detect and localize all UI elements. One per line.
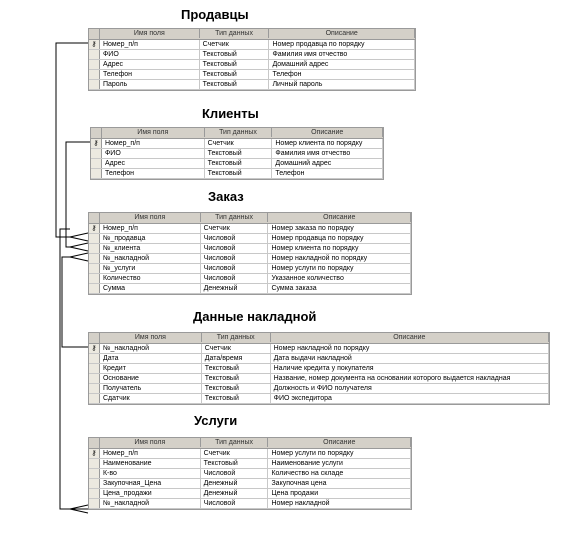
table-row[interactable] [91,169,383,179]
table-row[interactable] [89,479,411,489]
relation-line-zakaz-uslugi [60,229,88,509]
cell-description: Номер услуги по порядку [268,264,411,273]
table-row[interactable] [89,50,415,60]
cell-data-type: Числовой [201,274,269,283]
relation-line-prodavtsy-zakaz [56,43,88,237]
table-row[interactable] [89,499,411,509]
cell-data-type: Текстовый [205,149,273,158]
row-selector-cell [89,50,100,59]
row-selector-cell [89,254,100,263]
table-row[interactable] [89,384,549,394]
cell-field-name: Количество [100,274,201,283]
table-title-prodavtsy: Продавцы [181,7,249,22]
column-header-data-type: Тип данных [202,333,271,342]
table-row[interactable] [89,394,549,404]
table-row[interactable] [89,234,411,244]
row-selector-cell [91,169,102,178]
table-row[interactable] [89,274,411,284]
cell-field-name: Основание [100,374,202,383]
cell-data-type: Текстовый [200,50,270,59]
row-selector-cell [89,384,100,393]
table-row[interactable] [89,284,411,294]
cell-data-type: Счетчик [202,344,271,353]
row-selector-cell [89,70,100,79]
cell-field-name: Закупочная_Цена [100,479,201,488]
cell-field-name: №_накладной [100,254,201,263]
cell-field-name: №_клиента [100,244,201,253]
relation-line-klienty-zakaz [66,142,90,247]
table-row[interactable] [89,224,411,234]
cell-data-type: Числовой [201,499,269,508]
header-selector-cell [91,128,102,138]
table-prodavtsy [88,28,416,91]
column-header-field-name: Имя поля [100,29,200,38]
cell-description: Номер заказа по порядку [268,224,411,233]
table-row[interactable] [91,159,383,169]
table-row[interactable] [89,344,549,354]
row-selector-cell [89,459,100,468]
cell-data-type: Текстовый [205,169,273,178]
column-header-data-type: Тип данных [200,29,270,38]
cell-field-name: Телефон [102,169,205,178]
column-header-description: Описание [271,333,549,342]
cell-data-type: Числовой [201,254,269,263]
column-header-field-name: Имя поля [100,213,201,222]
cell-field-name: Телефон [100,70,200,79]
cell-description: Сумма заказа [268,284,411,293]
table-header [89,213,411,224]
cell-data-type: Текстовый [202,394,271,403]
cell-field-name: Цена_продажи [100,489,201,498]
cell-data-type: Текстовый [200,60,270,69]
cell-description: Номер клиента по порядку [272,139,383,148]
crowfoot-1 [70,233,88,241]
cell-description: Номер накладной по порядку [271,344,549,353]
cell-description: ФИО экспедитора [271,394,549,403]
row-selector-cell [89,479,100,488]
cell-data-type: Денежный [201,489,269,498]
cell-description: Номер услуги по порядку [268,449,411,458]
row-selector-cell [89,264,100,273]
table-row[interactable] [89,264,411,274]
row-selector-cell [89,60,100,69]
primary-key-icon: ⚷ [89,344,100,353]
relation-line-zakaz-nakladnaya [62,257,88,347]
cell-field-name: №_продавца [100,234,201,243]
table-row[interactable] [89,60,415,70]
table-row[interactable] [89,244,411,254]
cell-description: Номер накладной [268,499,411,508]
crowfoot-2 [70,243,88,251]
table-header [89,333,549,344]
row-selector-cell [89,469,100,478]
table-row[interactable] [91,139,383,149]
cell-description: Номер клиента по порядку [268,244,411,253]
header-selector-cell [89,29,100,39]
cell-description: Телефон [269,70,415,79]
cell-data-type: Текстовый [202,384,271,393]
cell-description: Наличие кредита у покупателя [271,364,549,373]
cell-data-type: Числовой [201,264,269,273]
cell-description: Домашний адрес [269,60,415,69]
column-header-data-type: Тип данных [201,213,269,222]
crowfoot-3 [70,253,88,261]
table-row[interactable] [89,354,549,364]
cell-description: Должность и ФИО получателя [271,384,549,393]
row-selector-cell [89,374,100,383]
table-row[interactable] [89,374,549,384]
cell-data-type: Денежный [201,479,269,488]
cell-field-name: ФИО [102,149,205,158]
cell-field-name: №_накладной [100,499,201,508]
table-header [89,29,415,40]
cell-data-type: Числовой [201,469,269,478]
row-selector-cell [89,234,100,243]
cell-description: Фамилия имя отчество [269,50,415,59]
row-selector-cell [89,489,100,498]
cell-description: Цена продажи [268,489,411,498]
cell-data-type: Текстовый [205,159,273,168]
cell-data-type: Текстовый [202,374,271,383]
table-title-klienty: Клиенты [202,106,259,121]
cell-field-name: Кредит [100,364,202,373]
column-header-data-type: Тип данных [201,438,269,447]
row-selector-cell [89,284,100,293]
cell-field-name: Сумма [100,284,201,293]
row-selector-cell [89,499,100,508]
cell-description: Номер накладной по порядку [268,254,411,263]
cell-field-name: Адрес [100,60,200,69]
cell-field-name: Пароль [100,80,200,89]
header-selector-cell [89,438,100,448]
cell-data-type: Текстовый [200,80,270,89]
cell-description: Номер продавца по порядку [268,234,411,243]
column-header-field-name: Имя поля [100,438,201,447]
table-row[interactable] [89,489,411,499]
cell-data-type: Текстовый [201,459,269,468]
table-nakladnaya [88,332,550,405]
row-selector-cell [89,364,100,373]
cell-description: Дата выдачи накладной [271,354,549,363]
table-klienty [90,127,384,180]
cell-description: Название, номер документа на основании которого выдается накладная [271,374,549,383]
column-header-description: Описание [272,128,383,137]
cell-field-name: Наименование [100,459,201,468]
table-zakaz [88,212,412,295]
primary-key-icon: ⚷ [89,449,100,458]
header-selector-cell [89,333,100,343]
table-title-nakladnaya: Данные накладной [193,309,317,324]
cell-field-name: Сдатчик [100,394,202,403]
column-header-description: Описание [268,438,411,447]
primary-key-icon: ⚷ [91,139,102,148]
cell-description: Количество на складе [268,469,411,478]
cell-field-name: К-во [100,469,201,478]
table-row[interactable] [89,469,411,479]
table-header [89,438,411,449]
column-header-description: Описание [268,213,411,222]
cell-field-name: Номер_п/п [102,139,205,148]
cell-description: Домашний адрес [272,159,383,168]
primary-key-icon: ⚷ [89,40,100,49]
cell-data-type: Дата/время [202,354,271,363]
cell-field-name: Получатель [100,384,202,393]
row-selector-cell [91,149,102,158]
row-selector-cell [89,394,100,403]
row-selector-cell [89,244,100,253]
cell-data-type: Счетчик [200,40,270,49]
table-row[interactable] [89,254,411,264]
table-row[interactable] [89,364,549,374]
cell-field-name: Номер_п/п [100,224,201,233]
cell-description: Указанное количество [268,274,411,283]
cell-data-type: Счетчик [201,224,269,233]
cell-field-name: №_услуги [100,264,201,273]
cell-description: Закупочная цена [268,479,411,488]
cell-data-type: Счетчик [201,449,269,458]
cell-data-type: Денежный [201,284,269,293]
column-header-description: Описание [269,29,415,38]
table-title-zakaz: Заказ [208,189,244,204]
cell-field-name: Номер_п/п [100,40,200,49]
table-row[interactable] [89,449,411,459]
row-selector-cell [91,159,102,168]
table-row[interactable] [91,149,383,159]
table-header [91,128,383,139]
cell-description: Наименование услуги [268,459,411,468]
row-selector-cell [89,274,100,283]
cell-description: Телефон [272,169,383,178]
table-row[interactable] [89,40,415,50]
cell-field-name: №_накладной [100,344,202,353]
column-header-data-type: Тип данных [205,128,273,137]
cell-data-type: Числовой [201,244,269,253]
table-row[interactable] [89,70,415,80]
row-selector-cell [89,354,100,363]
table-title-uslugi: Услуги [194,413,238,428]
cell-field-name: ФИО [100,50,200,59]
column-header-field-name: Имя поля [102,128,205,137]
cell-field-name: Дата [100,354,202,363]
cell-data-type: Числовой [201,234,269,243]
cell-description: Фамилия имя отчество [272,149,383,158]
table-row[interactable] [89,80,415,90]
cell-description: Номер продавца по порядку [269,40,415,49]
table-uslugi [88,437,412,510]
column-header-field-name: Имя поля [100,333,202,342]
header-selector-cell [89,213,100,223]
cell-data-type: Текстовый [200,70,270,79]
cell-data-type: Текстовый [202,364,271,373]
cell-field-name: Адрес [102,159,205,168]
primary-key-icon: ⚷ [89,224,100,233]
table-row[interactable] [89,459,411,469]
cell-description: Личный пароль [269,80,415,89]
row-selector-cell [89,80,100,89]
cell-data-type: Счетчик [205,139,273,148]
cell-field-name: Номер_п/п [100,449,201,458]
